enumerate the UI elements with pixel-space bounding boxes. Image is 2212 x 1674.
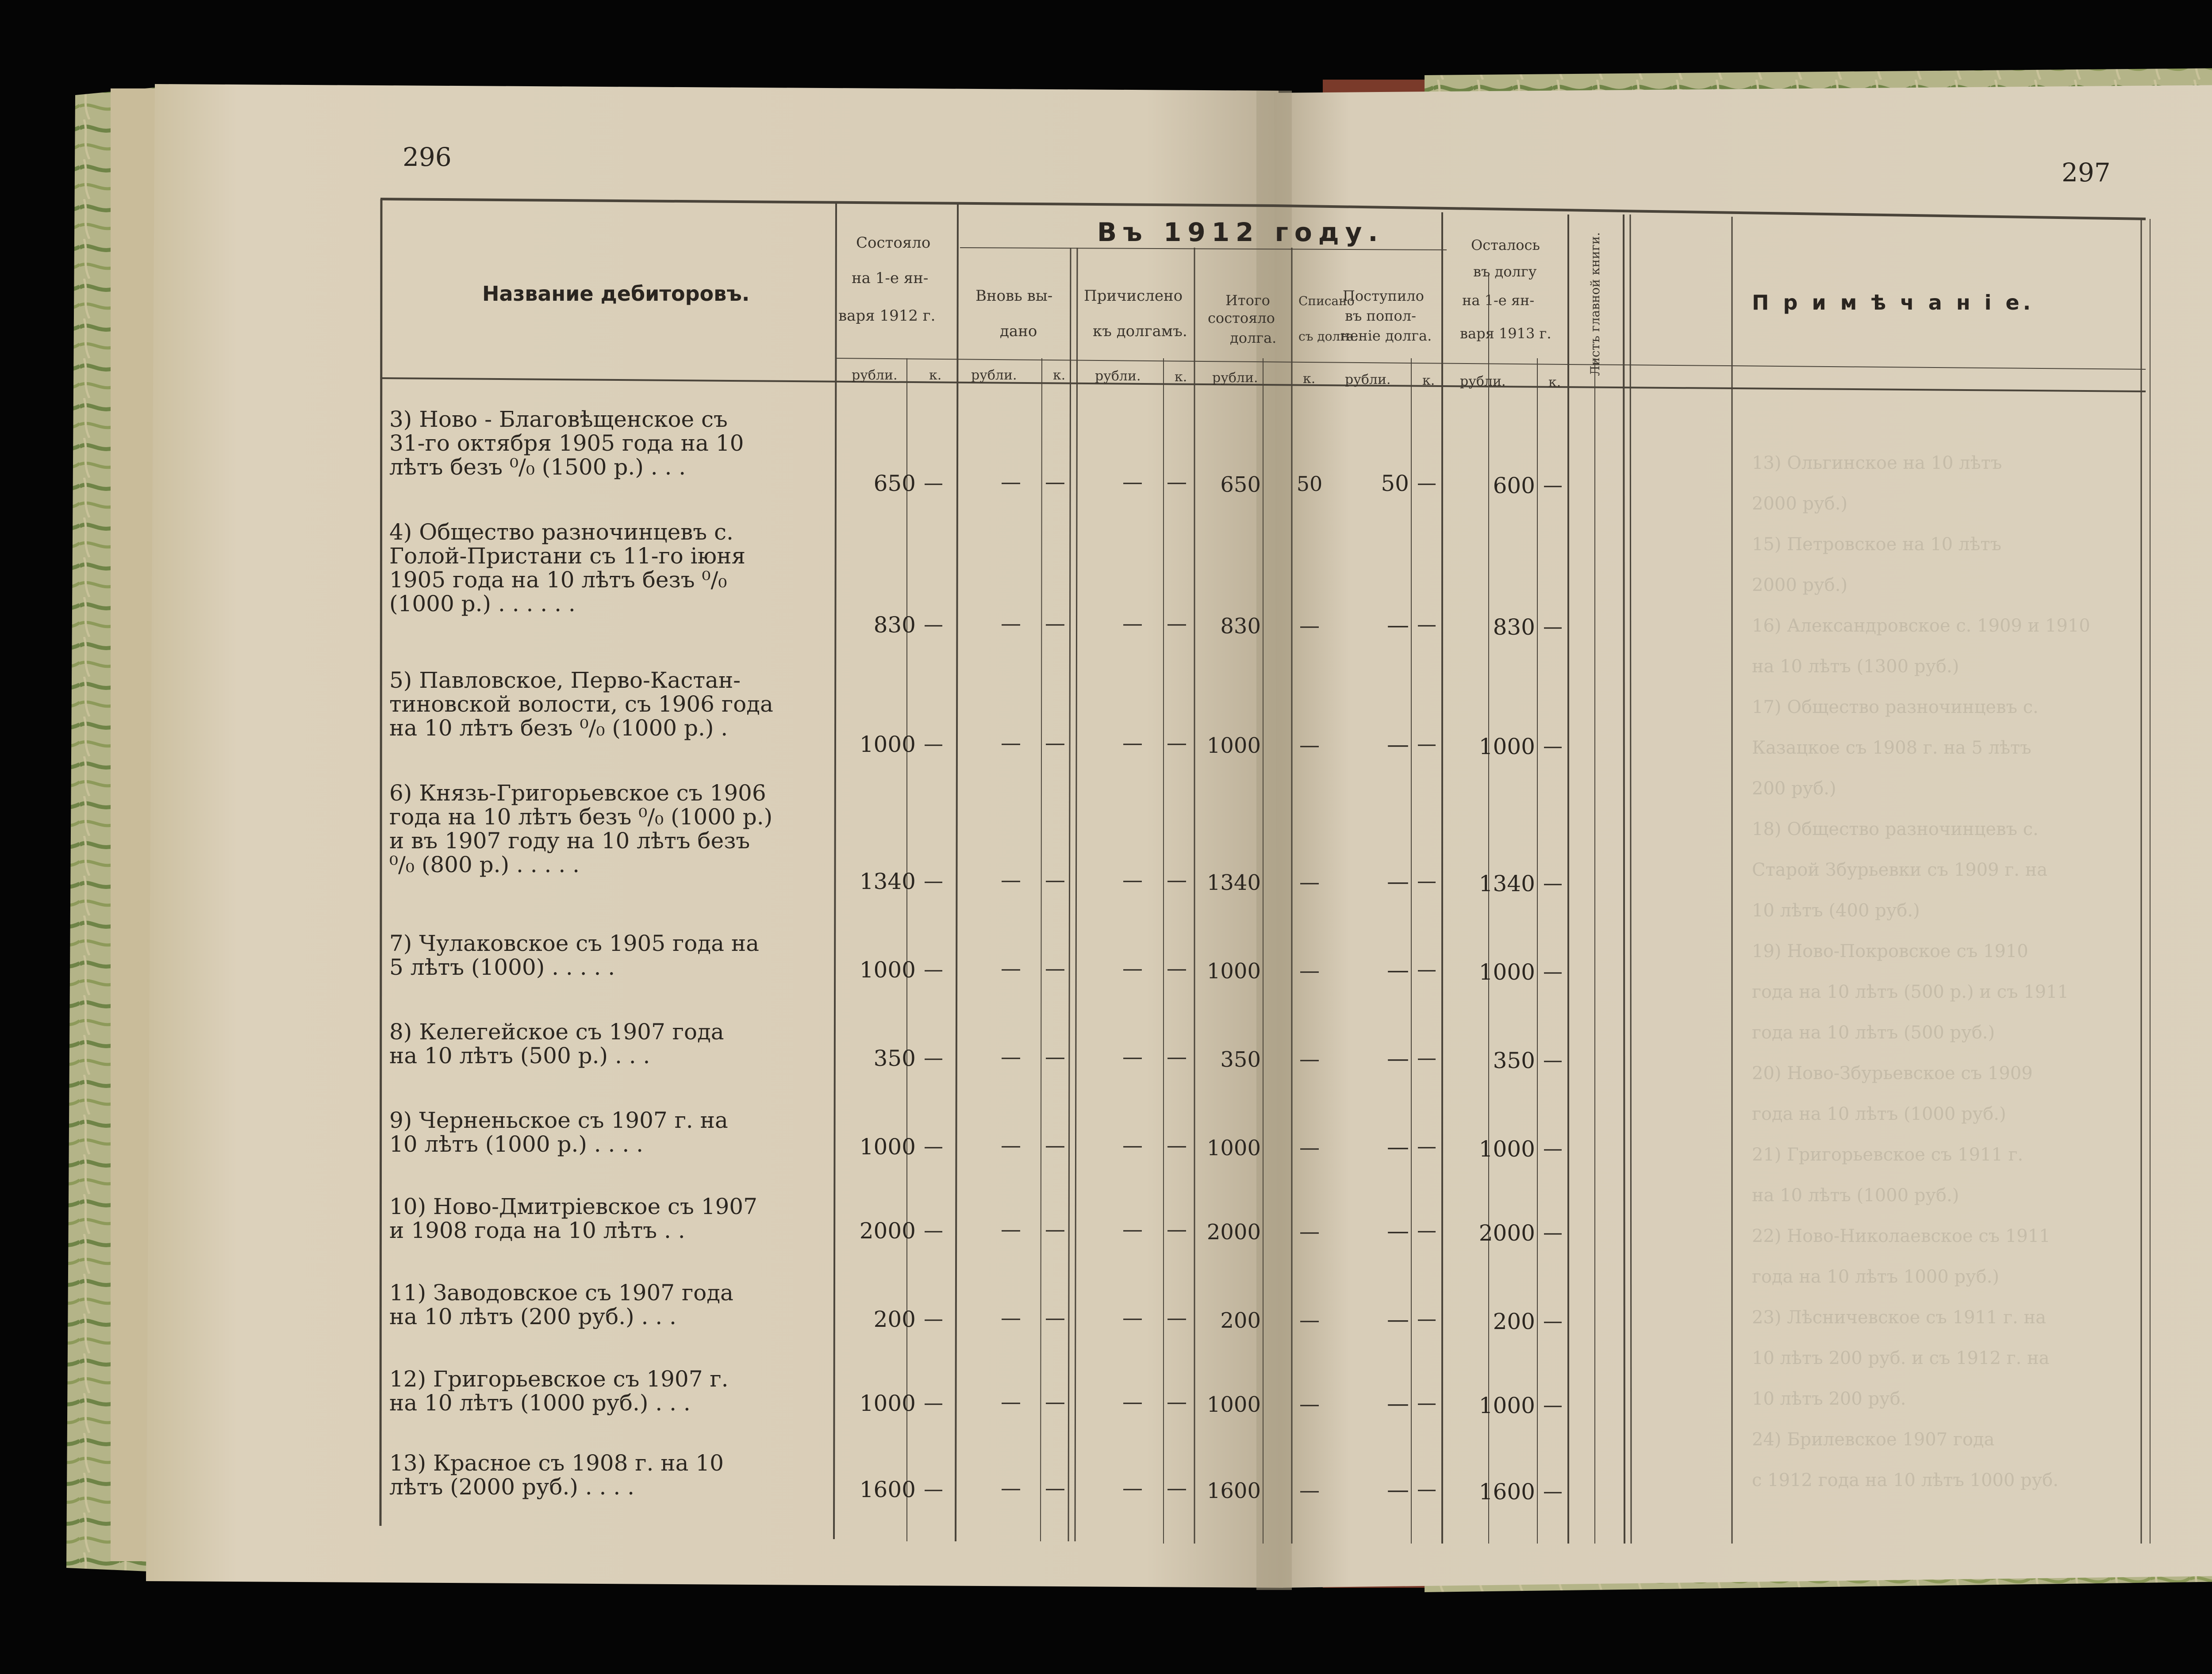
debtor-name-line: на 10 лѣтъ (200 руб.) . . . — [389, 1304, 676, 1329]
svg-text:въ долгу: въ долгу — [1473, 263, 1537, 280]
bleed-through-line: 24) Брилевское 1907 года — [1752, 1429, 1995, 1450]
value-total-outstanding: 830 — [1220, 614, 1261, 639]
value-total-outstanding: 350 — [1220, 1047, 1261, 1072]
svg-text:дано: дано — [1000, 322, 1037, 340]
debtor-name-line: 5) Павловское, Перво-Кастан- — [389, 667, 741, 693]
bleed-through-line: с 1912 года на 10 лѣтъ 1000 руб. — [1752, 1470, 2058, 1490]
svg-text:рубли.: рубли. — [1095, 368, 1141, 384]
svg-text:состояло: состояло — [1208, 310, 1275, 326]
svg-text:Вновь вы-: Вновь вы- — [975, 287, 1053, 305]
debtor-name-line: 6) Князь-Григорьевское съ 1906 — [389, 780, 766, 806]
svg-text:к.: к. — [1422, 373, 1435, 388]
value-new-issued-kop: — — [1045, 611, 1065, 635]
value-new-issued: — — [1001, 731, 1021, 755]
debtor-name-line: 31-го октября 1905 года на 10 — [389, 430, 744, 456]
value-new-issued: — — [1001, 1133, 1021, 1157]
bleed-through-line: 10 лѣтъ 200 руб. — [1752, 1389, 1906, 1409]
value-new-issued-kop: — — [1045, 731, 1065, 755]
svg-text:рубли.: рубли. — [971, 368, 1017, 383]
value-received: — — [1387, 1134, 1409, 1160]
value-start-1912: 1000 — [859, 957, 916, 983]
value-new-issued: — — [1001, 470, 1021, 494]
svg-text:варя 1912 г.: варя 1912 г. — [838, 307, 936, 325]
value-added-to-debts: — — [1122, 1306, 1143, 1329]
svg-text:варя 1913 г.: варя 1913 г. — [1460, 325, 1551, 342]
value-new-issued: — — [1001, 1476, 1021, 1500]
value-new-issued: — — [1001, 956, 1021, 980]
value-balance-end-1913: 2000 — [1479, 1220, 1535, 1246]
value-total-outstanding: 1340 — [1206, 870, 1261, 895]
value-start-1912: 350 — [873, 1046, 916, 1071]
debtor-name-line: 9) Черненьское съ 1907 г. на — [389, 1107, 728, 1133]
value-added-to-debts: — — [1122, 1390, 1143, 1414]
svg-text:неніе долга.: неніе долга. — [1340, 327, 1432, 344]
value-added-to-debts-kop: — — [1167, 1045, 1187, 1069]
value-written-off: — — [1299, 1392, 1320, 1416]
debtor-name-line: 7) Чулаковское съ 1905 года на — [389, 931, 759, 956]
bleed-through-line: года на 10 лѣтъ (1000 руб.) — [1752, 1104, 2006, 1124]
value-start-1912: 1340 — [859, 869, 916, 894]
svg-text:к.: к. — [929, 368, 942, 383]
value-written-off: — — [1299, 1219, 1320, 1243]
debtor-name-line: и въ 1907 году на 10 лѣтъ безъ — [389, 828, 750, 854]
bleed-through-line: 22) Ново-Николаевское съ 1911 — [1752, 1226, 2051, 1246]
svg-text:к.: к. — [1175, 369, 1187, 385]
bleed-through-line: 10 лѣтъ 200 руб. и съ 1912 г. на — [1752, 1348, 2050, 1368]
value-new-issued: — — [1001, 611, 1021, 635]
bleed-through-line: на 10 лѣтъ (1300 руб.) — [1752, 656, 1959, 677]
svg-text:Списано: Списано — [1298, 294, 1355, 308]
value-balance-end-1913: 1600 — [1479, 1479, 1535, 1505]
value-balance-end-1913: 1340 — [1479, 871, 1535, 896]
value-received: — — [1387, 1218, 1409, 1244]
svg-text:Состояло: Состояло — [856, 234, 931, 252]
svg-text:рубли.: рубли. — [1212, 370, 1258, 386]
value-new-issued-kop: — — [1045, 1045, 1065, 1069]
svg-text:рубли.: рубли. — [1345, 372, 1391, 387]
value-added-to-debts: — — [1122, 868, 1143, 892]
value-balance-end-1913: 1000 — [1479, 734, 1535, 759]
bleed-through-line: года на 10 лѣтъ (500 р.) и съ 1911 — [1752, 982, 2069, 1002]
value-added-to-debts-kop: — — [1167, 1476, 1187, 1500]
value-start-1912: 1000 — [859, 1134, 916, 1160]
debtor-name-line: 12) Григорьевское съ 1907 г. — [389, 1366, 729, 1392]
svg-text:Осталось: Осталось — [1471, 237, 1540, 253]
value-start-1912: 650 — [873, 471, 916, 496]
bleed-through-line: 21) Григорьевское съ 1911 г. — [1752, 1145, 2024, 1165]
bleed-through-line: 200 руб.) — [1752, 778, 1836, 799]
svg-text:к.: к. — [1303, 371, 1316, 387]
value-added-to-debts-kop: — — [1167, 1306, 1187, 1329]
value-received: — — [1387, 957, 1409, 983]
value-new-issued-kop: — — [1045, 1390, 1065, 1414]
value-added-to-debts: — — [1122, 956, 1143, 980]
value-start-1912: 830 — [873, 612, 916, 638]
value-new-issued-kop: — — [1045, 1217, 1065, 1241]
header-ledger-sheet: Листъ главной книги. — [1588, 232, 1602, 376]
value-added-to-debts-kop: — — [1167, 868, 1187, 892]
value-received: — — [1387, 612, 1409, 638]
value-received: — — [1387, 732, 1409, 757]
debtor-name-line: 3) Ново - Благовѣщенское съ — [389, 406, 728, 432]
value-received: — — [1387, 1477, 1409, 1502]
bleed-through-line: на 10 лѣтъ (1000 руб.) — [1752, 1185, 1959, 1206]
debtor-name-line: года на 10 лѣтъ безъ ⁰/₀ (1000 р.) — [389, 804, 773, 830]
svg-text:к.: к. — [1548, 375, 1561, 390]
value-written-off: — — [1299, 1135, 1320, 1159]
bleed-through-line: года на 10 лѣтъ 1000 руб.) — [1752, 1267, 1999, 1287]
value-new-issued: — — [1001, 1306, 1021, 1329]
value-total-outstanding: 1000 — [1206, 1392, 1261, 1417]
value-new-issued-kop: — — [1045, 1306, 1065, 1329]
bleed-through-line: года на 10 лѣтъ (500 руб.) — [1752, 1023, 1995, 1043]
debtor-name-line: на 10 лѣтъ (1000 руб.) . . . — [389, 1390, 691, 1416]
value-balance-end-1913: 600 — [1493, 473, 1535, 498]
value-written-off: — — [1299, 1047, 1320, 1071]
debtor-name-line: на 10 лѣтъ (500 р.) . . . — [389, 1043, 650, 1069]
header-remarks: П р и м ѣ ч а н і е. — [1752, 291, 2035, 314]
svg-text:Причислено: Причислено — [1084, 287, 1183, 305]
value-added-to-debts: — — [1122, 1045, 1143, 1069]
bleed-through-line: Казацкое съ 1908 г. на 5 лѣтъ — [1752, 738, 2032, 758]
svg-text:долга.: долга. — [1230, 329, 1277, 346]
value-received: — — [1387, 1391, 1409, 1416]
value-total-outstanding: 650 — [1220, 472, 1261, 497]
value-written-off: — — [1299, 1308, 1320, 1332]
value-new-issued: — — [1001, 1217, 1021, 1241]
bleed-through-line: 17) Общество разночинцевъ с. — [1752, 697, 2039, 717]
value-written-off: — — [1299, 870, 1320, 894]
svg-text:Итого: Итого — [1225, 292, 1270, 309]
svg-text:въ попол-: въ попол- — [1345, 307, 1416, 324]
debtor-name-line: ⁰/₀ (800 р.) . . . . . — [389, 852, 580, 877]
value-new-issued: — — [1001, 1045, 1021, 1069]
value-total-outstanding: 1000 — [1206, 733, 1261, 758]
value-added-to-debts-kop: — — [1167, 1133, 1187, 1157]
debtor-name-line: 13) Красное съ 1908 г. на 10 — [389, 1450, 724, 1476]
bleed-through-line: 2000 руб.) — [1752, 575, 1848, 595]
bleed-through-line: 19) Ново-Покровское съ 1910 — [1752, 941, 2028, 961]
debtor-name-line: и 1908 года на 10 лѣтъ . . — [389, 1218, 685, 1243]
bleed-through-line: 20) Ново-Збурьевское съ 1909 — [1752, 1063, 2033, 1084]
value-new-issued: — — [1001, 1390, 1021, 1414]
debtor-name-line: 1905 года на 10 лѣтъ безъ ⁰/₀ — [389, 567, 727, 593]
header-year-banner: Въ 1912 году. — [1097, 217, 1384, 247]
value-added-to-debts-kop: — — [1167, 1217, 1187, 1241]
value-new-issued-kop: — — [1045, 1133, 1065, 1157]
value-written-off: 50 — [1296, 472, 1323, 496]
bleed-through-line: 10 лѣтъ (400 руб.) — [1752, 900, 1920, 921]
value-new-issued: — — [1001, 868, 1021, 892]
value-start-1912: 1600 — [859, 1477, 916, 1502]
value-balance-end-1913: 830 — [1493, 614, 1535, 640]
value-balance-end-1913: 1000 — [1479, 1393, 1535, 1418]
svg-text:к.: к. — [1053, 368, 1066, 383]
value-total-outstanding: 1000 — [1206, 959, 1261, 984]
value-received: — — [1387, 869, 1409, 894]
value-added-to-debts: — — [1122, 731, 1143, 755]
value-new-issued-kop: — — [1045, 470, 1065, 494]
debtor-name-line: 10 лѣтъ (1000 р.) . . . . — [389, 1131, 643, 1157]
svg-text:къ долгамъ.: къ долгамъ. — [1093, 322, 1187, 340]
bleed-through-line: 18) Общество разночинцевъ с. — [1752, 819, 2039, 839]
value-added-to-debts: — — [1122, 611, 1143, 635]
left-page-number: 296 — [403, 142, 452, 172]
value-written-off: — — [1299, 733, 1320, 757]
value-added-to-debts-kop: — — [1167, 611, 1187, 635]
svg-text:на 1-е ян-: на 1-е ян- — [1462, 292, 1535, 309]
value-total-outstanding: 2000 — [1206, 1220, 1261, 1245]
value-added-to-debts-kop: — — [1167, 956, 1187, 980]
bleed-through-line: 2000 руб.) — [1752, 494, 1848, 514]
value-received: — — [1387, 1046, 1409, 1071]
debtor-name-line: лѣтъ (2000 руб.) . . . . — [389, 1474, 635, 1500]
value-written-off: — — [1299, 958, 1320, 982]
value-start-1912: 2000 — [859, 1218, 916, 1244]
value-new-issued-kop: — — [1045, 1476, 1065, 1500]
svg-text:рубли.: рубли. — [1460, 374, 1506, 389]
value-total-outstanding: 200 — [1220, 1308, 1261, 1333]
value-received: — — [1387, 1306, 1409, 1332]
value-added-to-debts-kop: — — [1167, 470, 1187, 494]
value-added-to-debts-kop: — — [1167, 1390, 1187, 1414]
value-written-off: — — [1299, 613, 1320, 637]
value-new-issued-kop: — — [1045, 956, 1065, 980]
debtor-name-line: на 10 лѣтъ безъ ⁰/₀ (1000 р.) . — [389, 715, 728, 741]
value-received: 50 — [1381, 471, 1409, 496]
debtor-name-line: 11) Заводовское съ 1907 года — [389, 1280, 733, 1306]
value-balance-end-1913: 1000 — [1479, 959, 1535, 985]
right-page-number: 297 — [2062, 157, 2111, 188]
debtor-name-line: 5 лѣтъ (1000) . . . . . — [389, 954, 615, 980]
value-new-issued-kop: — — [1045, 868, 1065, 892]
value-added-to-debts: — — [1122, 1133, 1143, 1157]
value-start-1912: 1000 — [859, 1391, 916, 1416]
value-balance-end-1913: 1000 — [1479, 1136, 1535, 1162]
svg-text:рубли.: рубли. — [852, 368, 898, 383]
debtor-name-line: лѣтъ безъ ⁰/₀ (1500 р.) . . . — [389, 454, 686, 480]
value-balance-end-1913: 200 — [1493, 1309, 1535, 1334]
value-written-off: — — [1299, 1478, 1320, 1502]
debtor-name-line: (1000 р.) . . . . . . — [389, 591, 576, 617]
debtor-name-line: 4) Общество разночинцевъ с. — [389, 519, 733, 545]
bleed-through-line: 16) Александровское с. 1909 и 1910 — [1752, 616, 2090, 636]
debtor-name-line: тиновской волости, съ 1906 года — [389, 691, 773, 717]
value-added-to-debts: — — [1122, 1476, 1143, 1500]
bleed-through-line: Старой Збурьевки съ 1909 г. на — [1752, 860, 2048, 880]
bleed-through-line: 13) Ольгинское на 10 лѣтъ — [1752, 453, 2002, 473]
value-added-to-debts: — — [1122, 1217, 1143, 1241]
value-start-1912: 1000 — [859, 732, 916, 757]
value-added-to-debts-kop: — — [1167, 731, 1187, 755]
value-balance-end-1913: 350 — [1493, 1048, 1535, 1073]
value-total-outstanding: 1000 — [1206, 1136, 1261, 1161]
svg-text:на 1-е ян-: на 1-е ян- — [852, 269, 929, 287]
debtor-name-line: Голой-Пристани съ 11-го іюня — [389, 543, 746, 569]
svg-text:съ долга.: съ долга. — [1298, 329, 1358, 344]
debtor-name-line: 8) Келегейское съ 1907 года — [389, 1019, 724, 1045]
bleed-through-line: 23) Лѣсничевское съ 1911 г. на — [1752, 1307, 2046, 1328]
debtor-name-line: 10) Ново-Дмитріевское съ 1907 — [389, 1194, 757, 1219]
value-total-outstanding: 1600 — [1206, 1479, 1261, 1503]
value-start-1912: 200 — [873, 1306, 916, 1332]
bleed-through-line: 15) Петровское на 10 лѣтъ — [1752, 534, 2001, 555]
header-debtor-name: Название дебиторовъ. — [482, 282, 750, 306]
value-added-to-debts: — — [1122, 470, 1143, 494]
svg-text:Поступило: Поступило — [1343, 287, 1424, 304]
